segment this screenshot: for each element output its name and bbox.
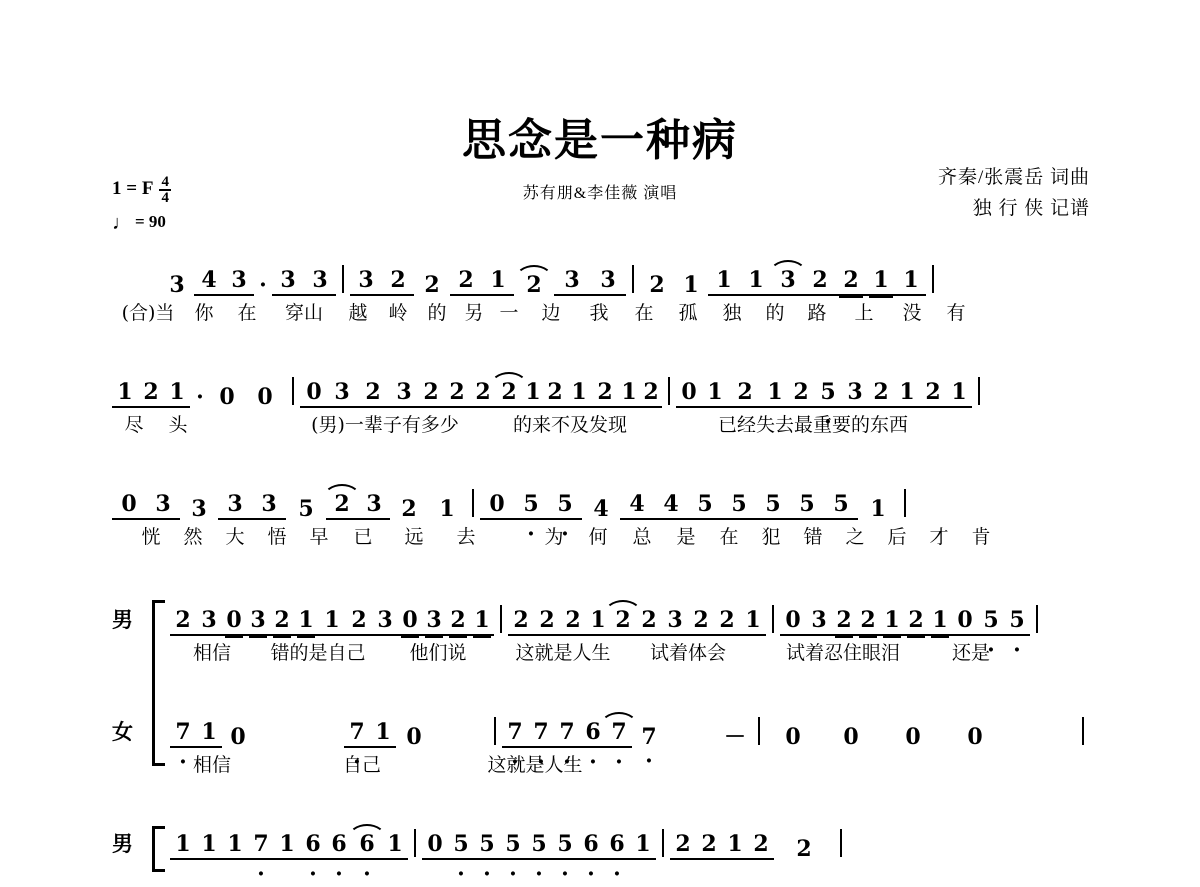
barline xyxy=(500,605,502,633)
credit-composer: 齐秦/张震岳 词曲 xyxy=(937,167,1090,188)
barline xyxy=(1036,605,1038,633)
lyric-syllable: 这就是人生 xyxy=(487,753,583,776)
time-signature-numerator: 4 xyxy=(161,174,169,190)
lyric-syllable: 路 xyxy=(807,301,827,324)
lyric-syllable: 何 xyxy=(588,525,608,548)
lyric-syllable: 在 xyxy=(237,301,257,324)
notation-row: 7 · 1 0 7 · 1 0 7 · 7 · 7 · 6 · 7 · 7 · － 0 0 0 0 xyxy=(0,714,1200,748)
lyric-syllable: 试着体会 xyxy=(649,641,726,664)
lyric-syllable: 相信 xyxy=(192,753,231,776)
lyric-syllable: 恍 xyxy=(141,525,161,548)
lyrics-row xyxy=(0,296,1200,326)
quarter-note-icon: ♩ xyxy=(112,212,132,234)
lyric-syllable: 孤 xyxy=(678,301,698,324)
key-signature xyxy=(112,174,171,209)
lyric-syllable: 为 xyxy=(544,525,564,548)
barline xyxy=(494,717,496,745)
lyric-syllable: 独 xyxy=(722,301,742,324)
part-label-male: 男 xyxy=(112,607,133,632)
lyric-syllable: 这就是人生 xyxy=(515,641,611,664)
notation-row: 1 2 1 · 0 0 0 3 2 3 2 2 2 2 1 2 1 2 1 2 0 1 2 1 2 5 · 3 2 1 2 1 xyxy=(0,374,1200,408)
barline xyxy=(758,717,760,745)
barline xyxy=(632,265,634,293)
lyrics-row xyxy=(0,520,1200,550)
lyric-syllable: (男)一辈子有多少 xyxy=(311,413,459,436)
lyric-syllable: 没 xyxy=(902,301,922,324)
system-5-male xyxy=(0,826,1200,860)
barline xyxy=(662,829,664,857)
time-signature xyxy=(159,175,171,206)
lyric-syllable: 我 xyxy=(589,301,609,324)
notation-row: 1 1 1 7 · 1 6 · 6 · 6 · 1 0 5 · 5 · 5 · 5 · 5 · 6 · 6 · 1 2 2 1 2 2 xyxy=(0,826,1200,860)
barline xyxy=(414,829,416,857)
lyric-syllable: 一 xyxy=(499,301,519,324)
lyric-syllable: 早 xyxy=(309,525,329,548)
tempo-value: = 90 xyxy=(135,212,166,231)
system-4-male xyxy=(0,602,1200,666)
lyric-syllable: 已经失去最重要的东西 xyxy=(717,413,908,436)
lyric-syllable: 已 xyxy=(353,525,373,548)
lyric-syllable: 穿山 xyxy=(284,301,323,324)
lyric-syllable: 悟 xyxy=(267,525,287,548)
lyric-syllable: 然 xyxy=(183,525,203,548)
barline xyxy=(840,829,842,857)
barline xyxy=(472,489,474,517)
barline xyxy=(342,265,344,293)
lyric-syllable: 错的是自己 xyxy=(270,641,366,664)
lyric-syllable: 错 xyxy=(803,525,823,548)
lyric-syllable: 尽 xyxy=(124,413,144,436)
lyric-syllable: 在 xyxy=(719,525,739,548)
barline xyxy=(904,489,906,517)
barline xyxy=(932,265,934,293)
lyric-syllable: 上 xyxy=(854,301,874,324)
notation-row: 0 3 3 3 3 5 2 3 2 1 0 5 · 5 · 4 4 4 5 5 5 5 5 1 xyxy=(0,486,1200,520)
lyric-syllable: 他们说 xyxy=(409,641,467,664)
lyric-syllable: 在 xyxy=(634,301,654,324)
lyric-syllable: 岭 xyxy=(388,301,408,324)
lyric-syllable: 边 xyxy=(541,301,561,324)
lyric-syllable: 才 xyxy=(929,525,949,548)
performer-line: 苏有朋&李佳薇 演唱 xyxy=(522,185,678,202)
lyric-syllable: 肯 xyxy=(971,525,991,548)
lyric-syllable: 大 xyxy=(225,525,245,548)
lyric-syllable: 还是 xyxy=(951,641,990,664)
lyric-syllable: 自己 xyxy=(342,753,381,776)
credits xyxy=(938,162,1090,225)
tempo-marking xyxy=(112,212,166,232)
barline xyxy=(292,377,294,405)
barline xyxy=(978,377,980,405)
lyric-syllable: 另 xyxy=(464,301,484,324)
key-label: 1 = F xyxy=(112,178,154,199)
lyrics-row xyxy=(0,408,1200,438)
lyric-syllable: 远 xyxy=(404,525,424,548)
credit-transcriber: 独 行 侠 记谱 xyxy=(972,198,1090,220)
lyric-syllable: 的来不及发现 xyxy=(512,413,627,436)
part-label-female: 女 xyxy=(112,719,133,744)
barline xyxy=(1082,717,1084,745)
lyric-syllable: 越 xyxy=(348,301,368,324)
lyric-syllable: (合)当 xyxy=(121,301,175,324)
lyric-syllable: 后 xyxy=(887,525,907,548)
lyric-syllable: 是 xyxy=(676,525,696,548)
system-2 xyxy=(0,374,1200,438)
time-signature-denominator: 4 xyxy=(161,190,169,207)
lyric-syllable: 总 xyxy=(632,525,652,548)
lyric-syllable: 的 xyxy=(427,301,447,324)
system-3 xyxy=(0,486,1200,550)
lyric-syllable: 试着忍住眼泪 xyxy=(785,641,900,664)
system-4-female xyxy=(0,714,1200,778)
barline xyxy=(668,377,670,405)
page-title: 思念是一种病 xyxy=(462,115,738,166)
lyric-syllable: 之 xyxy=(845,525,865,548)
lyric-syllable: 去 xyxy=(456,525,476,548)
system-1 xyxy=(0,262,1200,326)
barline xyxy=(772,605,774,633)
part-label-male-2: 男 xyxy=(112,831,133,856)
lyric-syllable: 头 xyxy=(168,413,188,436)
notation-row: 3 4 3 · 3 3 3 2 2 2 1 2 3 3 2 1 1 1 3 2 2 1 1 xyxy=(0,262,1200,296)
lyric-syllable: 相信 xyxy=(192,641,231,664)
lyric-syllable: 犯 xyxy=(761,525,781,548)
lyric-syllable: 你 xyxy=(194,301,214,324)
lyric-syllable: 有 xyxy=(946,301,966,324)
notation-row: 2 3 0 3 2 1 1 2 3 0 3 2 1 2 2 2 1 2 2 3 2 2 1 0 3 2 2 1 2 1 0 5 · 5 · xyxy=(0,602,1200,636)
lyric-syllable: 的 xyxy=(765,301,785,324)
